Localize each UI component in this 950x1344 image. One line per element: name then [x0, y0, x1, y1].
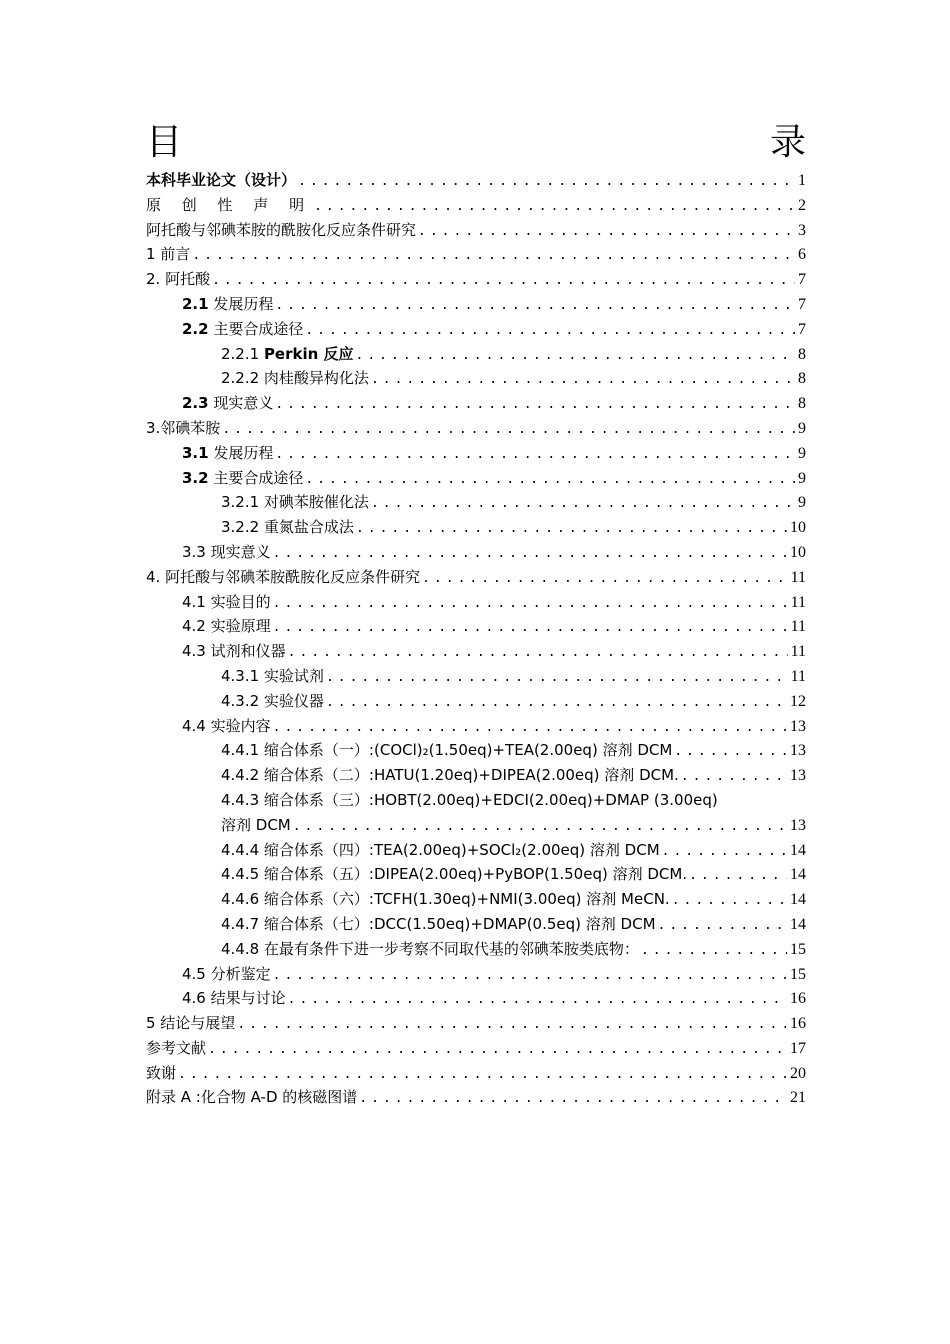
toc-section-number: 2.2: [182, 319, 209, 338]
toc-entry[interactable]: [146, 342, 806, 367]
toc-entry-label: 4.6 结果与讨论: [182, 989, 286, 1008]
toc-entry-label: 4.4.5 缩合体系（五）:DIPEA(2.00eq)+PyBOP(1.50eq) 溶剂 DCM.: [221, 865, 688, 884]
toc-entry-label: 溶剂 DCM: [221, 815, 291, 834]
toc-leader-dots: [641, 939, 787, 964]
toc-entry[interactable]: [146, 267, 806, 292]
toc-page-number: 3: [798, 221, 806, 239]
toc-page-number: 11: [790, 643, 806, 661]
toc-page-number: 10: [790, 519, 806, 537]
toc-entry[interactable]: [146, 738, 806, 763]
toc-leader-dots: [275, 294, 795, 319]
toc-entry-label: 4.4.3 缩合体系（三）:HOBT(2.00eq)+EDCI(2.00eq)+DMAP (3.00eq): [221, 790, 718, 809]
toc-entry[interactable]: [146, 441, 806, 466]
toc-entry[interactable]: [146, 168, 806, 193]
toc-entry[interactable]: [146, 515, 806, 540]
toc-leader-dots: [273, 964, 787, 989]
toc-page-number: 7: [798, 295, 806, 313]
toc-entry[interactable]: [146, 366, 806, 391]
toc-section-number: 2.3: [182, 394, 209, 413]
toc-leader-dots: [662, 840, 787, 865]
toc-page-number: 12: [790, 692, 806, 710]
toc-entry-label: 3.2.1 对碘苯胺催化法: [221, 493, 369, 512]
toc-page-number: 16: [790, 990, 806, 1008]
toc-page-number: 11: [790, 618, 806, 636]
toc-leader-dots: [689, 864, 787, 889]
toc-page-number: 9: [798, 469, 806, 487]
title-right-char: 录: [769, 122, 806, 163]
toc-leader-dots: [356, 517, 787, 542]
toc-page-number: 7: [798, 271, 806, 289]
toc-entry[interactable]: [146, 1085, 806, 1110]
toc-leader-dots: [356, 344, 795, 369]
toc-leader-dots: [418, 220, 795, 245]
toc-page-number: 14: [790, 841, 806, 859]
toc-entry[interactable]: [146, 242, 806, 267]
toc-page-number: 8: [798, 345, 806, 363]
toc-entry[interactable]: [146, 1036, 806, 1061]
toc-entry-label: 4.4 实验内容: [182, 716, 271, 735]
toc-leader-dots: [422, 567, 788, 592]
title-left-char: 目: [146, 122, 183, 163]
toc-entry-label: 2.2.2 肉桂酸异构化法: [221, 369, 369, 388]
toc-entry[interactable]: [146, 466, 806, 491]
toc-leader-dots: [178, 1063, 787, 1088]
toc-section-number: 2.1: [182, 294, 209, 313]
toc-entry-label: 4.4.2 缩合体系（二）:HATU(1.20eq)+DIPEA(2.00eq) 溶剂 DCM.: [221, 766, 679, 785]
toc-entry-label: 4.4.4 缩合体系（四）:TEA(2.00eq)+SOCl₂(2.00eq) 溶剂 DCM: [221, 840, 660, 859]
toc-entry-label: 2.1 发展历程: [182, 294, 274, 313]
toc-entry-label: 1 前言: [146, 245, 191, 264]
toc-entry[interactable]: [146, 218, 806, 243]
toc-entry-label: 本科毕业论文（设计）: [146, 171, 297, 189]
toc-page-number: 21: [790, 1089, 806, 1107]
toc-entry[interactable]: [146, 664, 806, 689]
toc-page-number: 14: [790, 866, 806, 884]
toc-entry[interactable]: [146, 937, 806, 962]
toc-page-number: 13: [790, 717, 806, 735]
toc-entry[interactable]: [146, 912, 806, 937]
toc-leader-dots: [298, 170, 795, 195]
toc-entry-label: 2.2.1 Perkin 反应: [221, 344, 354, 363]
toc-entry-label: 4.4.6 缩合体系（六）:TCFH(1.30eq)+NMI(3.00eq) 溶剂 MeCN.: [221, 890, 670, 909]
toc-section-number: 3.2: [182, 468, 209, 487]
toc-entry-label: 4. 阿托酸与邻碘苯胺酰胺化反应条件研究: [146, 567, 421, 586]
toc-entry-label: 4.5 分析鉴定: [182, 964, 271, 983]
toc-entry[interactable]: [146, 986, 806, 1011]
toc-entry[interactable]: [146, 639, 806, 664]
toc-page-number: 14: [790, 915, 806, 933]
toc-page-number: 8: [798, 395, 806, 413]
toc-entry-label: 阿托酸与邻碘苯胺的酰胺化反应条件研究: [146, 220, 417, 239]
toc-entry[interactable]: [146, 962, 806, 987]
toc-page-number: 14: [790, 891, 806, 909]
toc-page-number: 8: [798, 370, 806, 388]
toc-leader-dots: [275, 443, 795, 468]
toc-entry-label: 3.邻碘苯胺: [146, 418, 221, 437]
toc-entry-label: 4.1 实验目的: [182, 592, 271, 611]
toc-entry[interactable]: [146, 689, 806, 714]
toc-entry-label: 4.4.1 缩合体系（一）:(COCl)₂(1.50eq)+TEA(2.00eq) 溶剂 DCM: [221, 741, 673, 760]
toc-entry-label: 3.3 现实意义: [182, 542, 271, 561]
toc-leader-dots: [293, 815, 787, 840]
toc-leader-dots: [371, 368, 795, 393]
toc-page-number: 11: [790, 593, 806, 611]
toc-leader-dots: [288, 641, 788, 666]
toc-page-number: 13: [790, 742, 806, 760]
toc-entry[interactable]: [146, 317, 806, 342]
toc-leader-dots: [273, 616, 788, 641]
toc-entry[interactable]: [146, 292, 806, 317]
toc-leader-dots: [212, 269, 795, 294]
toc-leader-dots: [305, 468, 795, 493]
toc-page-number: 16: [790, 1015, 806, 1033]
toc-page-number: 17: [790, 1039, 806, 1057]
toc-page-number: 11: [790, 667, 806, 685]
toc-leader-dots: [305, 319, 795, 344]
toc-page-number: 11: [790, 568, 806, 586]
toc-entry-label: 附录 A :化合物 A-D 的核磁图谱: [146, 1088, 358, 1107]
toc-leader-dots: [681, 765, 787, 790]
toc-entry[interactable]: [146, 490, 806, 515]
toc-entry-label: 4.3.2 实验仪器: [221, 691, 324, 710]
toc-leader-dots: [222, 418, 795, 443]
toc-entry-label: 4.4.8 在最有条件下进一步考察不同取代基的邻碘苯胺类底物：: [221, 939, 639, 958]
toc-leader-dots: [288, 988, 787, 1013]
toc-entry[interactable]: [146, 193, 806, 218]
toc-leader-dots: [314, 195, 795, 220]
toc-entry[interactable]: [146, 614, 806, 639]
toc-page-number: 15: [790, 965, 806, 983]
toc-entry-label: 3.1 发展历程: [182, 443, 274, 462]
toc-entry[interactable]: [146, 763, 806, 788]
toc-leader-dots: [237, 1013, 787, 1038]
toc-entry[interactable]: [146, 1011, 806, 1036]
toc-leader-dots: [208, 1038, 787, 1063]
toc-entry[interactable]: [146, 813, 806, 838]
toc-entry-label: 5 结论与展望: [146, 1014, 236, 1033]
toc-page-number: 10: [790, 543, 806, 561]
toc-leader-dots: [658, 914, 787, 939]
toc-page-number: 9: [798, 494, 806, 512]
toc-leader-dots: [371, 492, 795, 517]
toc-entry[interactable]: [146, 1061, 806, 1086]
toc-entry-label: 2. 阿托酸: [146, 270, 211, 289]
toc-leader-dots: [674, 740, 787, 765]
toc-entry[interactable]: [146, 565, 806, 590]
toc-leader-dots: [275, 393, 795, 418]
toc-entry-label: 2.3 现实意义: [182, 394, 274, 413]
toc-leader-dots: [672, 889, 787, 914]
toc-entry[interactable]: [146, 887, 806, 912]
toc-entry[interactable]: [146, 416, 806, 441]
toc-page-number: 1: [798, 172, 806, 189]
toc-bold-text: Perkin 反应: [263, 344, 354, 363]
toc-page-number: 9: [798, 419, 806, 437]
toc-entry[interactable]: [146, 714, 806, 739]
toc-entry[interactable]: [146, 838, 806, 863]
toc-entry-label: 3.2.2 重氮盐合成法: [221, 518, 354, 537]
toc-section-number: 3.1: [182, 443, 209, 462]
toc-page-number: 7: [798, 320, 806, 338]
toc-page-number: 13: [790, 767, 806, 785]
toc-entry[interactable]: [146, 788, 806, 813]
page-title: [146, 118, 806, 168]
toc-entry-label: 3.2 主要合成途径: [182, 468, 304, 487]
toc-entry-label: 4.3.1 实验试剂: [221, 666, 324, 685]
toc-page-number: 20: [790, 1064, 806, 1082]
toc-entry-label: 4.3 试剂和仪器: [182, 642, 286, 661]
toc-entry[interactable]: [146, 862, 806, 887]
toc-leader-dots: [273, 716, 787, 741]
toc-entry[interactable]: [146, 391, 806, 416]
toc-entry[interactable]: [146, 590, 806, 615]
table-of-contents: [146, 168, 806, 1110]
toc-entry[interactable]: [146, 540, 806, 565]
toc-page-number: 9: [798, 444, 806, 462]
toc-page-number: 15: [790, 940, 806, 958]
toc-page-number: 13: [790, 816, 806, 834]
toc-leader-dots: [326, 666, 788, 691]
toc-page-number: 6: [798, 246, 806, 264]
toc-entry-label: 2.2 主要合成途径: [182, 319, 304, 338]
toc-entry-label: 4.4.7 缩合体系（七）:DCC(1.50eq)+DMAP(0.5eq) 溶剂 DCM: [221, 914, 656, 933]
toc-entry-label: 参考文献: [146, 1038, 207, 1057]
toc-entry-label: 4.2 实验原理: [182, 617, 271, 636]
toc-leader-dots: [273, 592, 788, 617]
toc-leader-dots: [326, 691, 787, 716]
toc-leader-dots: [192, 244, 795, 269]
toc-entry-label: 原 创 性 声 明: [146, 195, 313, 214]
toc-page-number: 2: [798, 196, 806, 214]
toc-entry-label: 致谢: [146, 1063, 177, 1082]
toc-leader-dots: [273, 542, 787, 567]
toc-leader-dots: [359, 1087, 787, 1112]
